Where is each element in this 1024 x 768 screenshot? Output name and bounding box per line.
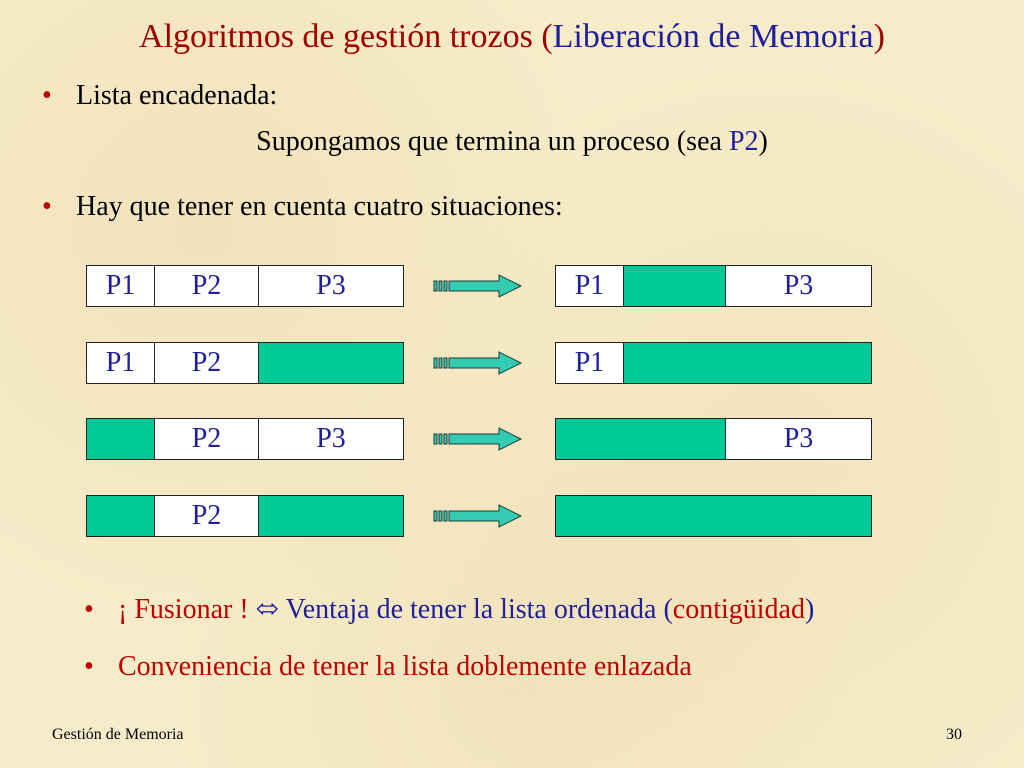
process-block: P2 [155, 419, 259, 459]
row-after-1 [555, 265, 872, 307]
process-block: P3 [726, 266, 871, 306]
free-block [87, 419, 155, 459]
ventaja-close: ) [804, 594, 815, 625]
row-before-2 [86, 342, 404, 384]
process-block: P1 [556, 266, 624, 306]
process-block: P2 [155, 343, 259, 383]
row-before-4 [86, 495, 404, 537]
bullet-dot: • [84, 651, 94, 682]
free-block [87, 496, 155, 536]
row-after-3 [555, 418, 872, 460]
bullet-dot: • [84, 594, 94, 625]
row-before-3 [86, 418, 404, 460]
bullet-lista [42, 80, 277, 112]
slide-title [0, 18, 1024, 56]
process-block: P3 [259, 419, 403, 459]
process-block: P2 [155, 496, 259, 536]
conveniencia-text: Conveniencia de tener la lista doblemente enlazada [118, 651, 692, 682]
free-block [624, 343, 871, 383]
right-arrow-icon [433, 351, 523, 375]
double-arrow-icon: ⬄ [255, 594, 280, 625]
free-block [556, 419, 726, 459]
bullet-situaciones [42, 191, 563, 223]
title-part1: Algoritmos de gestión trozos ( [139, 18, 553, 55]
free-block [556, 496, 871, 536]
ventaja-text: Ventaja de tener la lista ordenada ( [279, 594, 673, 625]
process-block: P1 [556, 343, 624, 383]
row-before-1 [86, 265, 404, 307]
bullet-lista-text: Lista encadenada: [76, 80, 278, 111]
contiguidad-text: contigüidad [672, 594, 805, 625]
row-after-2 [555, 342, 872, 384]
footer-title: Gestión de Memoria [52, 726, 184, 743]
process-block: P2 [155, 266, 259, 306]
right-arrow-icon [433, 427, 523, 451]
row-after-4 [555, 495, 872, 537]
right-arrow-icon [433, 504, 523, 528]
process-block: P3 [726, 419, 871, 459]
bullet-conveniencia [84, 651, 692, 683]
bullet-situaciones-text: Hay que tener en cuenta cuatro situaciones: [76, 191, 563, 222]
bullet-dot: • [42, 191, 52, 222]
bullet-dot: • [42, 80, 52, 111]
title-part2: Liberación de Memoria [552, 18, 874, 55]
process-block: P3 [259, 266, 403, 306]
free-block [624, 266, 726, 306]
sub-text-post: ) [758, 126, 768, 157]
free-block [259, 343, 403, 383]
fusionar-text: ¡ Fusionar ! [118, 594, 256, 625]
process-block: P1 [87, 343, 155, 383]
page-number: 30 [946, 726, 962, 743]
title-part3: ) [873, 18, 885, 55]
sub-text-p2: P2 [728, 126, 759, 157]
right-arrow-icon [433, 274, 523, 298]
bullet-fusionar [84, 592, 814, 626]
sub-text-pre: Supongamos que termina un proceso (sea [256, 126, 729, 157]
sub-text [0, 126, 1024, 158]
free-block [259, 496, 403, 536]
process-block: P1 [87, 266, 155, 306]
